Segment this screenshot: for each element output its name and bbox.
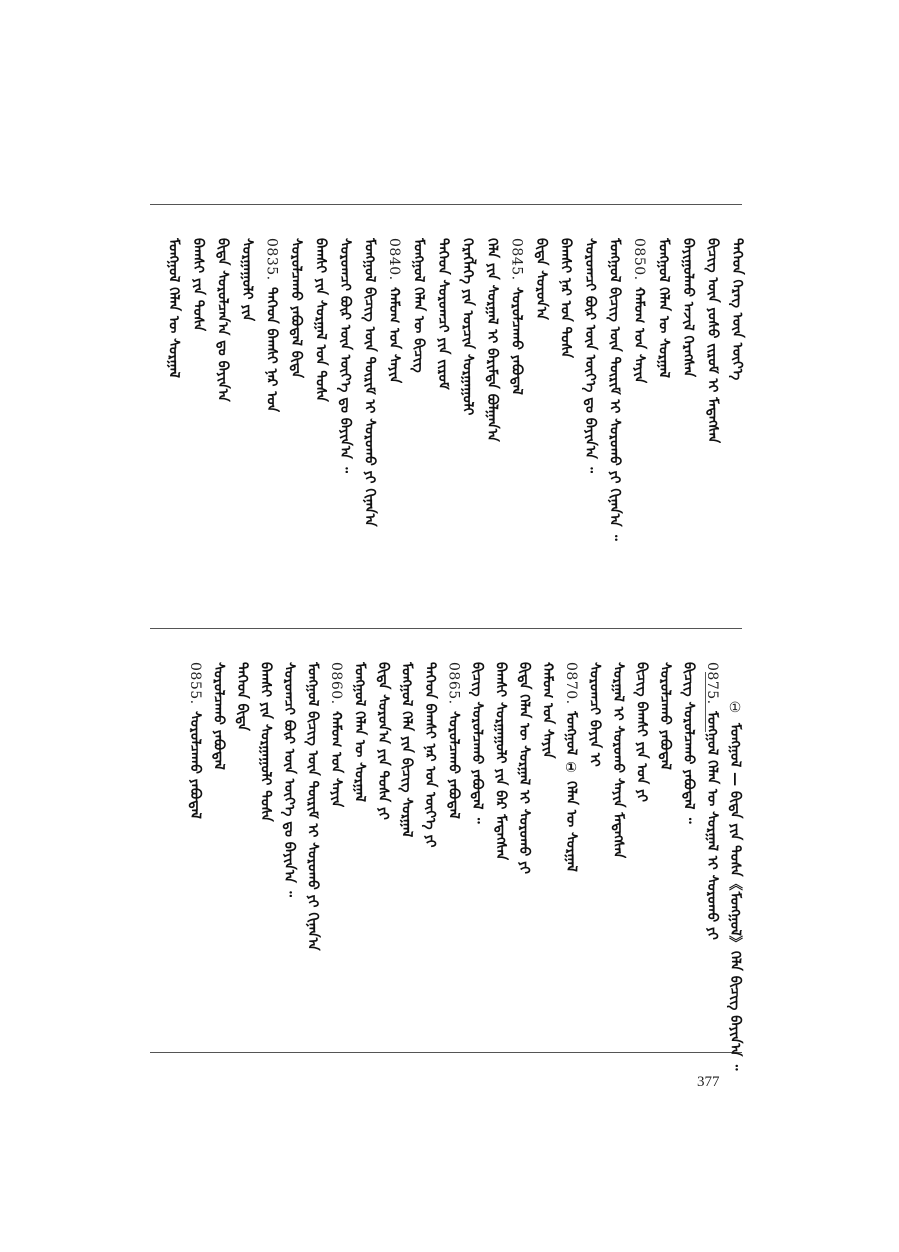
- verse-text: ᠪᠠᠭᠰᠢ ᠶᠢᠨ ᠲᠤᠰᠠ: [190, 238, 206, 332]
- footnote-marker: ①: [727, 700, 743, 717]
- verse-line: [676, 238, 700, 377]
- verse-text: ᠬᠠᠮᠤᠭ ᠤᠨ ᠰᠠᠶᠢᠨ: [386, 286, 402, 384]
- verse-text: ᠪᠢᠳᠡ ᠰᠤᠷᠤᠨ᠎ᠠ: [533, 238, 549, 320]
- verse-text: ᠲᠡᠭᠡᠳ ᠰᠤᠷᠤᠭᠴᠢ ᠶᠢᠨ ᠵᠢᠷᠤᠮ: [435, 238, 451, 390]
- verse-text: ᠪᠢᠴᠢᠭ᠌ ᠰᠤᠷᠤᠯᠴᠠᠬᠤ ᠶᠠᠪᠤᠳᠠᠯ ᠃: [680, 662, 697, 824]
- verse-line: [333, 238, 357, 473]
- verse-text: ᠪᠠᠶᠢᠭᠤᠯᠬᠤ ᠠᠵᠢᠯ ᠬᠡᠷᠡᠭᠰᠡᠨ: [680, 238, 696, 378]
- verse-text: ᠪᠢᠴᠢᠭ᠌ ᠰᠤᠷᠤᠯᠴᠠᠬᠤ ᠶᠠᠪᠤᠳᠠᠯ ᠃: [469, 662, 485, 824]
- verse-line: [207, 662, 231, 770]
- verse-line: [627, 238, 651, 383]
- verse-text: ᠮᠣᠩᠭᠣᠯ ᠬᠡᠯᠡ ᠶᠢᠨ ᠪᠢᠴᠢᠭ᠌ ᠰᠤᠷᠭᠠᠯ: [398, 662, 415, 838]
- verse-line: [186, 238, 210, 331]
- page-number: 377: [697, 1074, 720, 1090]
- verse-text: ᠰᠤᠷᠤᠭᠴᠢ ᠪᠦᠷ ᠦᠨ ᠦᠶ᠎ᠡ ᠳᠤ ᠪᠠᠶᠢᠨ᠎ᠠ ᠃: [337, 238, 353, 473]
- line-number: 0835.: [263, 238, 280, 281]
- verse-line: [358, 238, 382, 527]
- line-number: 0850.: [631, 238, 647, 281]
- line-number: 0875.: [704, 662, 720, 705]
- verse-line: [418, 662, 442, 848]
- verse-line: [284, 238, 308, 378]
- verse-text: ᠲᠡᠭᠡᠳ ᠪᠠᠭᠰᠢ ᠨᠠᠷ ᠤᠨ ᠦᠶ᠎ᠡ ᠶᠢ: [422, 662, 438, 848]
- verse-text: ᠰᠤᠷᠤᠭᠴᠢ ᠪᠦᠷ ᠦᠨ ᠦᠶ᠎ᠡ ᠳᠤ ᠪᠠᠶᠢᠨ᠎ᠠ ᠃: [582, 238, 598, 473]
- line-number: 0840.: [386, 238, 402, 281]
- verse-text: ᠮᠣᠩᠭᠣᠯ ᠪᠢᠴᠢᠭ ᠦᠨ ᠳᠦᠷᠢᠮ ᠢ ᠰᠤᠷᠤᠬᠤ ᠶᠢ ᠬᠢᠨᠠᠨ᠎ᠠ ᠃: [606, 238, 623, 541]
- verse-line: [230, 662, 254, 731]
- verse-text: ᠰᠤᠷᠤᠭᠴᠢ ᠪᠠᠶᠢᠨ ᠢ: [586, 662, 603, 767]
- verse-text: ᠬᠠᠮᠤᠭ ᠤᠨ ᠰᠠᠶᠢᠨ: [631, 286, 647, 384]
- verse-text: ᠬᠠᠮᠤᠭ ᠤᠨ ᠰᠠᠶᠢᠨ: [328, 710, 344, 808]
- verse-text: ᠪᠢᠴᠢᠭ᠌ ᠦᠨ ᠶᠣᠰᠣ ᠵᠢᠷᠤᠮ ᠢ ᠮᠡᠳᠡᠭᠰᠡᠨ: [704, 238, 721, 444]
- verse-line: [183, 662, 207, 819]
- verse-line: [301, 662, 325, 951]
- verse-line: [505, 238, 529, 395]
- verse-line: [371, 662, 395, 820]
- verse-line: [277, 662, 301, 897]
- verse-text: ᠪᠢᠴᠢᠭ᠌ ᠪᠠᠭᠰᠢ ᠶᠢᠨ ᠤᠨ ᠶᠢ: [633, 662, 650, 803]
- verse-text: ᠮᠣᠩᠭᠣᠯ ᠬᠡᠯᠡᠨ ᠦ ᠰᠤᠷᠭᠠᠯ: [351, 662, 368, 803]
- verse-line: [578, 238, 602, 473]
- verse-line: [254, 662, 278, 822]
- verse-text: ᠪᠠᠭᠰᠢ ᠰᠤᠷᠭᠠᠭᠤᠯᠢ ᠶᠢᠨ ᠪᠠᠷ ᠮᠡᠳᠡᠭᠰᠡᠨ: [492, 662, 509, 861]
- verse-line: [725, 238, 749, 380]
- verse-text: ᠰᠤᠷᠤᠯᠴᠠᠬᠤ ᠶᠠᠪᠤᠳᠠᠯ: [657, 662, 673, 770]
- verse-line: [395, 662, 419, 837]
- verse-line: [583, 662, 607, 767]
- verse-line: [348, 662, 372, 802]
- verse-line: [382, 238, 406, 383]
- verse-line: [162, 238, 186, 378]
- verse-text: ᠪᠠᠭᠰᠢ ᠶᠢᠨ ᠰᠤᠷᠭᠠᠯ ᠤᠨ ᠲᠤᠰᠠ: [312, 238, 329, 402]
- verse-text: ᠪᠠᠭᠰᠢ ᠶᠢᠨ ᠰᠤᠷᠭᠠᠭᠤᠯᠢ ᠲᠤᠰᠠ: [257, 662, 274, 822]
- footnote-text: ᠮᠣᠩᠭᠣᠯ — ᠪᠢᠳᠡ ᠶᠢᠨ ᠲᠤᠰᠠ《ᠮᠣᠩᠭᠣᠯ》ᠬᠡᠯᠡ ᠪᠢᠴᠢᠭ᠌ ᠪᠠᠶᠢᠨ᠎ᠠ ᠃: [727, 722, 743, 1071]
- verse-text: ᠪᠢᠳᠡ ᠬᠡᠯᠡᠨ ᠦ ᠰᠤᠷᠭᠠᠯ ᠢ ᠰᠤᠷᠤᠬᠤ ᠶᠢ: [516, 662, 532, 875]
- verse-text: ᠪᠢᠳᠡ ᠰᠤᠷᠤᠨ᠎ᠠ ᠶᠢᠨ ᠲᠤᠰᠠ ᠶᠢ: [375, 662, 391, 820]
- verse-line: [606, 662, 630, 858]
- verse-text: ᠰᠤᠷᠤᠯᠴᠠᠬᠤ ᠶᠠᠪᠤᠳᠠᠯ ᠪᠢᠳᠡ: [288, 238, 304, 379]
- footnote-rule: [705, 672, 706, 732]
- verse-line: [559, 662, 583, 872]
- line-number: 0845.: [508, 238, 525, 281]
- verse-line: [554, 238, 578, 358]
- line-number: 0860.: [328, 662, 344, 705]
- verse-line: [512, 662, 536, 874]
- verse-line: [529, 238, 553, 320]
- verse-line: [211, 238, 235, 402]
- verse-line: [309, 238, 333, 402]
- verse-text: ᠰᠤᠷᠤᠯᠴᠠᠬᠤ ᠶᠠᠪᠤᠳᠠᠯ: [187, 710, 203, 819]
- verse-text: ᠪᠠᠭᠰᠢ ᠨᠠᠷ ᠤᠨ ᠲᠤᠰᠠ: [557, 238, 574, 359]
- verse-text: ᠰᠤᠷᠤᠭᠴᠢ ᠪᠦᠷ ᠦᠨ ᠦᠶ᠎ᠡ ᠳᠤ ᠪᠠᠶᠢᠨ᠎ᠠ ᠃: [281, 662, 297, 897]
- verse-text: ᠮᠣᠩᠭᠣᠯ ᠬᠡᠯᠡᠨ ᠦ ᠰᠤᠷᠭᠠᠯ: [165, 238, 182, 379]
- line-number: 0855.: [187, 662, 203, 705]
- verse-text: ᠰᠤᠷᠭᠠᠭᠤᠯᠢ ᠶᠢᠨ: [239, 238, 255, 322]
- bottom-divider: [150, 1052, 742, 1053]
- verse-text: ᠬᠡᠷᠡᠭᠯᠡᠭᠡ ᠶᠢᠨ ᠤᠷᠴᠢᠨ ᠰᠤᠷᠭᠠᠭᠤᠯᠢ: [459, 238, 476, 416]
- verse-line: [324, 662, 348, 807]
- verse-text: ᠲᠡᠭᠡᠳ ᠪᠠᠭᠰᠢ ᠨᠠᠷ ᠤᠨ: [263, 286, 280, 412]
- verse-text: ᠬᠡᠯᠡ ᠶᠢᠨ ᠰᠤᠷᠭᠠᠯ ᠢ ᠪᠠᠷᠢᠮᠲᠠ ᠪᠣᠯᠭᠠᠨ᠎ᠠ: [484, 238, 500, 442]
- verse-line: [456, 238, 480, 415]
- verse-line: [677, 662, 701, 824]
- footnote: [723, 700, 747, 1070]
- verse-line: [489, 662, 513, 860]
- verse-text: ᠰᠤᠷᠤᠯᠴᠠᠬᠤ ᠶᠠᠪᠤᠳᠠᠯ: [210, 662, 227, 770]
- verse-text: ᠮᠣᠩᠭᠣᠯ ᠬᠡᠯᠡᠨ ᠦ ᠪᠢᠴᠢᠭ: [410, 238, 427, 373]
- verse-text: ᠲᠡᠭᠡᠳ ᠪᠢᠳᠡ: [234, 662, 250, 731]
- verse-line: [630, 662, 654, 802]
- verse-line: [652, 238, 676, 378]
- verse-line: [480, 238, 504, 442]
- verse-line: [465, 662, 489, 824]
- line-number: 0865.: [445, 662, 462, 705]
- verse-line: [431, 238, 455, 390]
- verse-text: ᠮᠣᠩᠭᠣᠯ ᠬᠡᠯᠡᠨ ᠦ ᠰᠤᠷᠭᠠᠯ ᠢ ᠰᠤᠷᠤᠬᠤ ᠶᠢ: [704, 710, 720, 940]
- verse-text: ᠰᠤᠷᠤᠯᠴᠠᠬᠤ ᠶᠠᠪᠤᠳᠠᠯ: [508, 286, 525, 395]
- verse-line: [603, 238, 627, 541]
- verse-line: [235, 238, 259, 321]
- verse-text: ᠮᠣᠩᠭᠣᠯ ① ᠬᠡᠯᠡᠨ ᠦ ᠰᠤᠷᠭᠠᠯ: [563, 710, 579, 872]
- verse-text: ᠬᠠᠮᠤᠭ ᠤᠨ ᠰᠠᠶᠢᠨ: [539, 662, 556, 759]
- verse-text: ᠮᠣᠩᠭᠣᠯ ᠪᠢᠴᠢᠭ ᠦᠨ ᠳᠦᠷᠢᠮ ᠢ ᠰᠤᠷᠤᠬᠤ ᠶᠢ ᠬᠢᠨᠠᠨ᠎ᠠ: [361, 238, 378, 527]
- verse-line: [700, 662, 724, 940]
- verse-line: [260, 238, 284, 412]
- line-number: 0870.: [563, 662, 579, 705]
- verse-line: [701, 238, 725, 443]
- verse-text: ᠰᠤᠷᠭᠠᠯ ᠢ ᠰᠤᠷᠤᠬᠤ ᠰᠠᠶᠢᠨ ᠮᠡᠳᠡᠭᠰᠡᠨ: [610, 662, 626, 859]
- verse-line: [536, 662, 560, 759]
- verse-text: ᠮᠣᠩᠭᠣᠯ ᠪᠢᠴᠢᠭ ᠦᠨ ᠳᠦᠷᠢᠮ ᠢ ᠰᠤᠷᠤᠬᠤ ᠶᠢ ᠬᠢᠨᠠᠨ᠎ᠠ: [304, 662, 321, 951]
- verse-text: ᠪᠢᠳᠡ ᠰᠤᠷᠤᠯᠴᠠᠨ᠎ᠠ ᠳᠤ ᠪᠠᠶᠢᠨ᠎ᠠ: [214, 238, 231, 402]
- verse-text: ᠰᠤᠷᠤᠯᠴᠠᠬᠤ ᠶᠠᠪᠤᠳᠠᠯ: [445, 710, 462, 819]
- verse-line: [407, 238, 431, 373]
- verse-line: [442, 662, 466, 819]
- top-divider: [150, 204, 742, 205]
- middle-divider: [150, 628, 742, 629]
- verse-text: ᠮᠣᠩᠭᠣᠯ ᠬᠡᠯᠡᠨ ᠦ ᠰᠤᠷᠭᠠᠯ: [655, 238, 672, 379]
- verse-line: [653, 662, 677, 770]
- verse-text: ᠲᠡᠭᠡᠳ ᠬᠡᠷᠡᠭ ᠦᠨ ᠦᠶ᠎ᠡ: [729, 238, 745, 381]
